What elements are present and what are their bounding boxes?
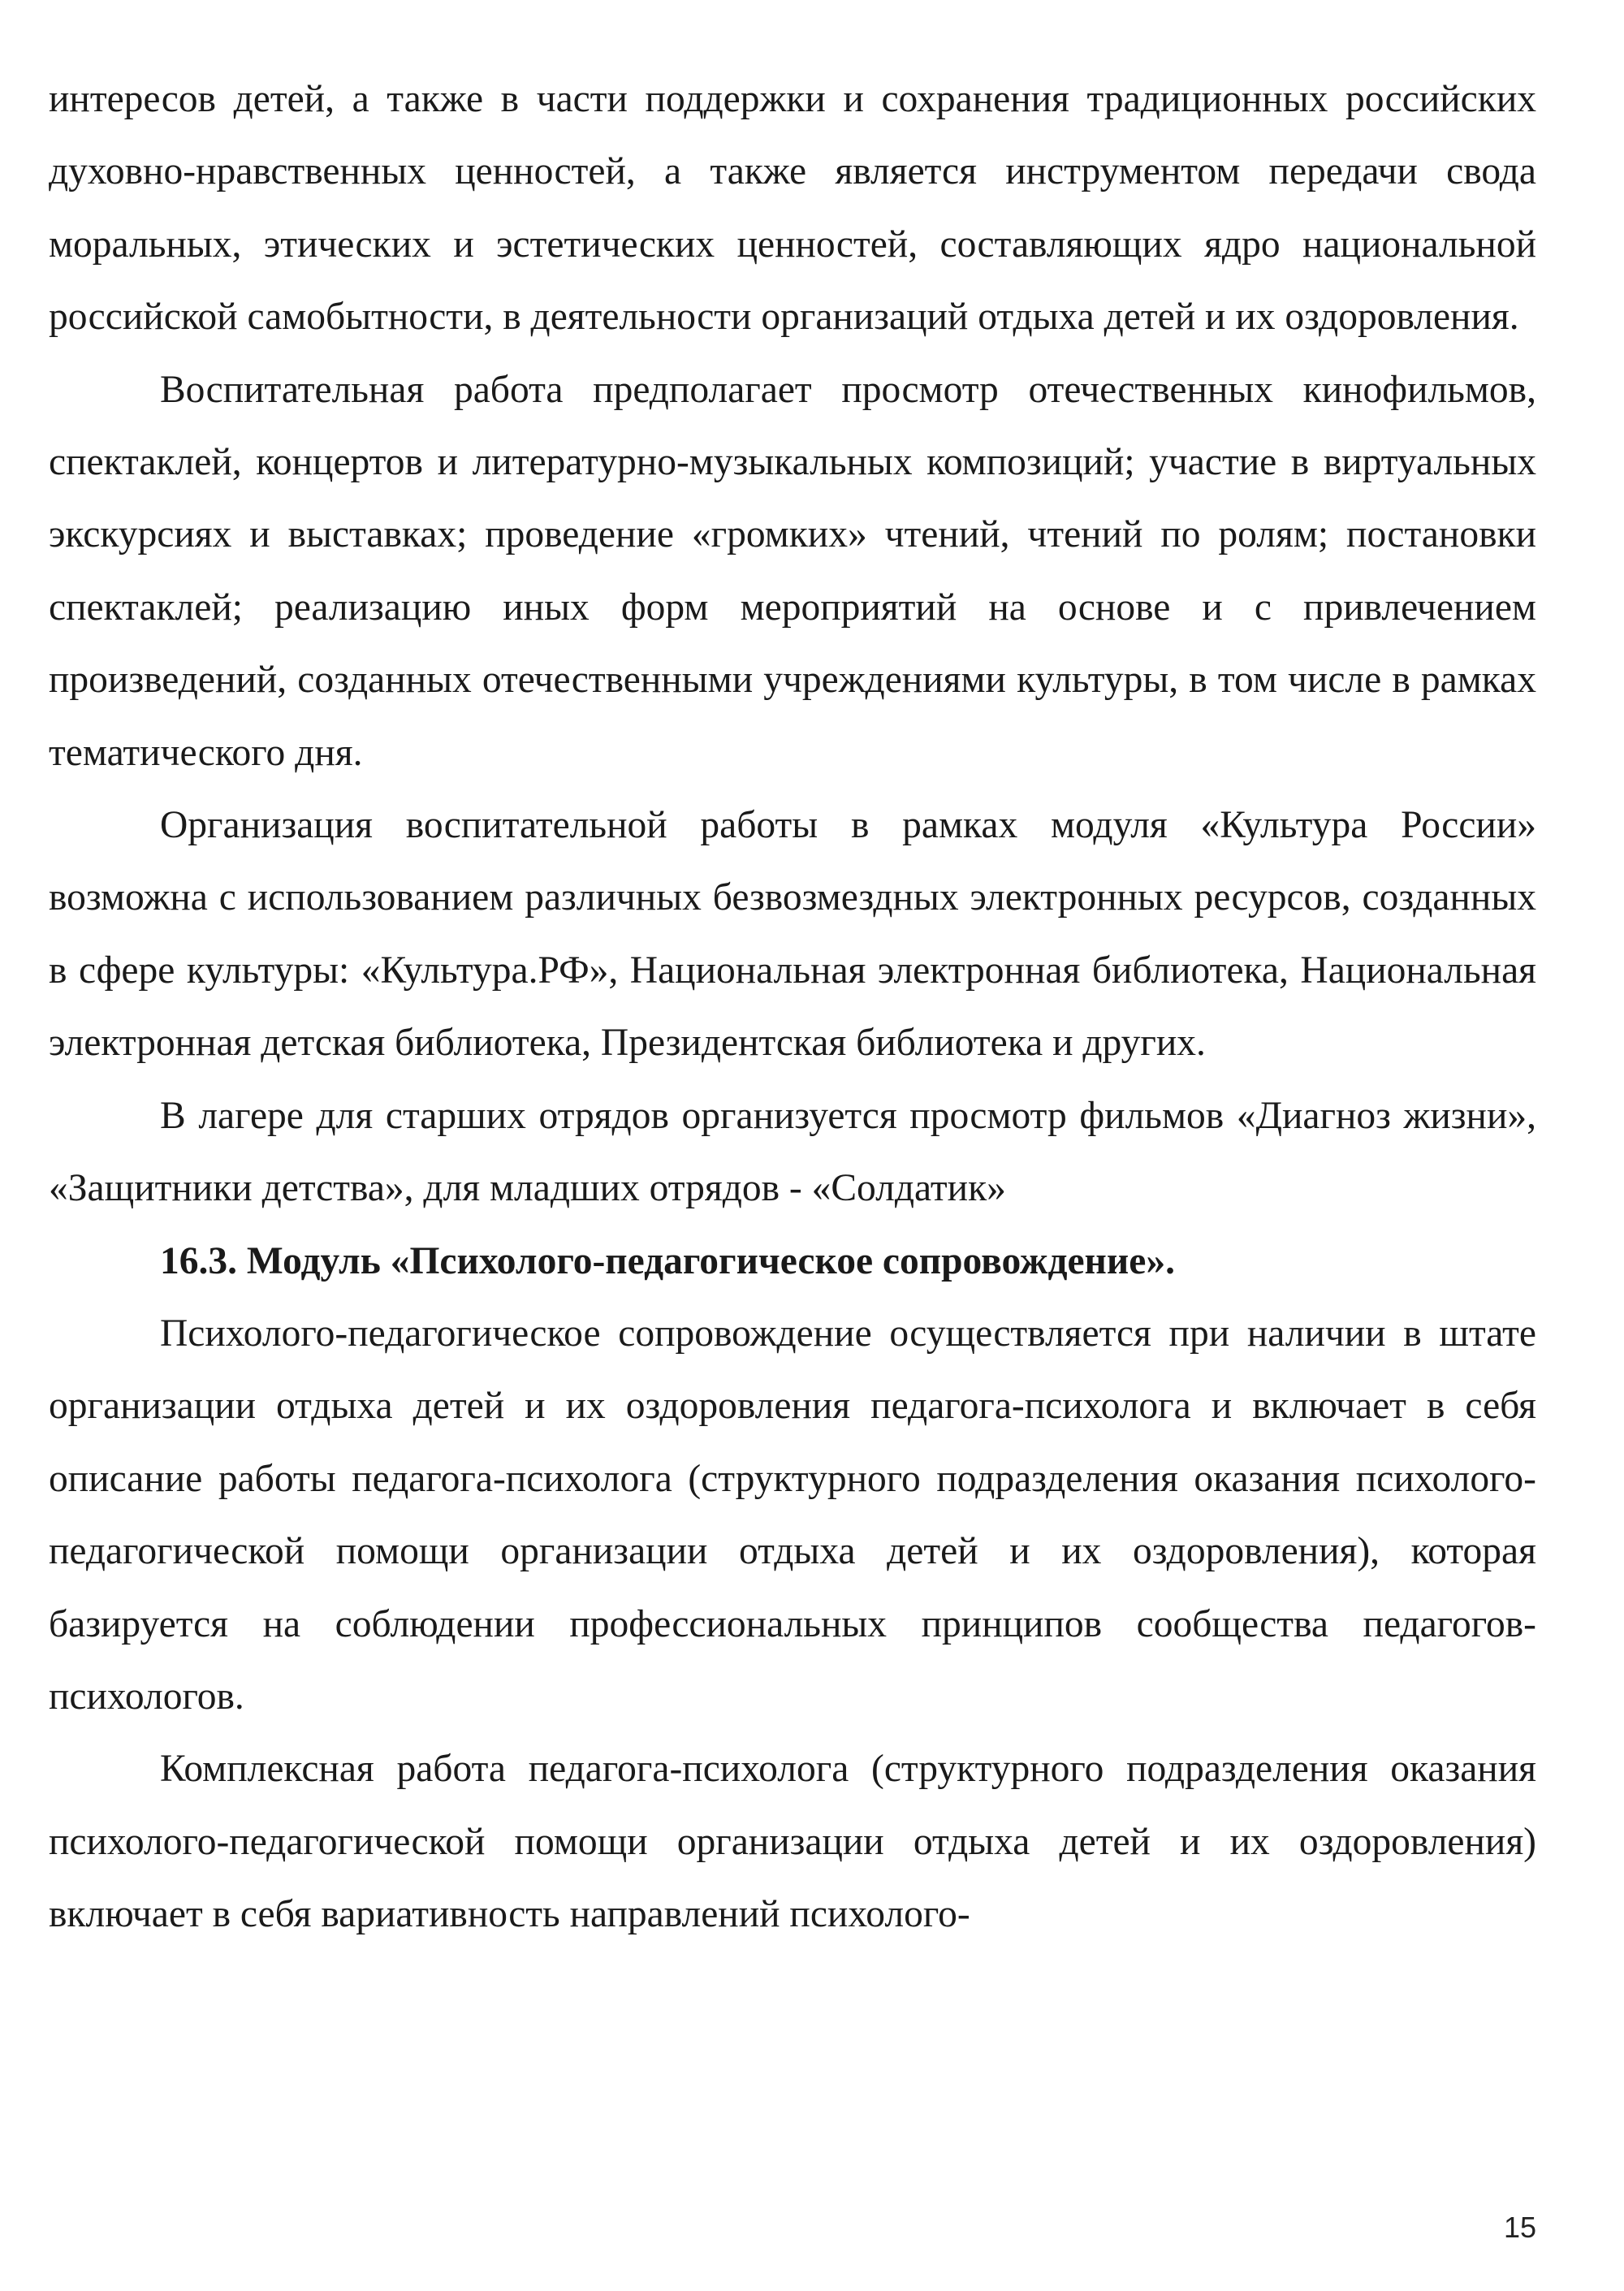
paragraph-continuation: интересов детей, а также в части поддержки и сохранения традиционных российских духовно-нравственных ценностей, а также является инструментом передачи свода моральных, этических и эстетических ценностей, составляющих ядро национальной российской самобытности, в деятельности организаций отдыха детей и их оздоровления. bbox=[49, 78, 1536, 339]
paragraph-culture-module: Организация воспитательной работы в рамках модуля «Культура России» возможна с использованием различных безвозмездных электронных ресурсов, созданных в сфере культуры: «Культура.РФ», Национальная электронная библиотека, Национальная электронная детская библиотека, Президентская библиотека и других. bbox=[49, 804, 1536, 1065]
page-number: 15 bbox=[1503, 2211, 1536, 2244]
paragraph-educational-work: Воспитательная работа предполагает просмотр отечественных кинофильмов, спектаклей, концертов и литературно-музыкальных композиций; участие в виртуальных экскурсиях и выставках; проведение «громких» чтений, чтений по ролям; постановки спектаклей; реализацию иных форм мероприятий на основе и с привлечением произведений, созданных отечественными учреждениями культуры, в том числе в рамках тематического дня. bbox=[49, 368, 1536, 774]
section-heading: 16.3. Модуль «Психолого-педагогическое сопровождение». bbox=[160, 1239, 1176, 1282]
paragraph-film-screenings: В лагере для старших отрядов организуется просмотр фильмов «Диагноз жизни», «Защитники детства», для младших отрядов - «Солдатик» bbox=[49, 1094, 1536, 1210]
paragraph-psych-support: Психолого-педагогическое сопровождение осуществляется при наличии в штате организации отдыха детей и их оздоровления педагога-психолога и включает в себя описание работы педагога-психолога (структурного подразделения оказания психолого-педагогической помощи организации отдыха детей и их оздоровления), которая базируется на соблюдении профессиональных принципов сообщества педагогов-психологов. bbox=[49, 1312, 1536, 1718]
paragraph-complex-work: Комплексная работа педагога-психолога (структурного подразделения оказания психолого-педагогической помощи организации отдыха детей и их оздоровления) включает в себя вариативность направлений психолого- bbox=[49, 1748, 1536, 1936]
body-text bbox=[49, 63, 1536, 1952]
